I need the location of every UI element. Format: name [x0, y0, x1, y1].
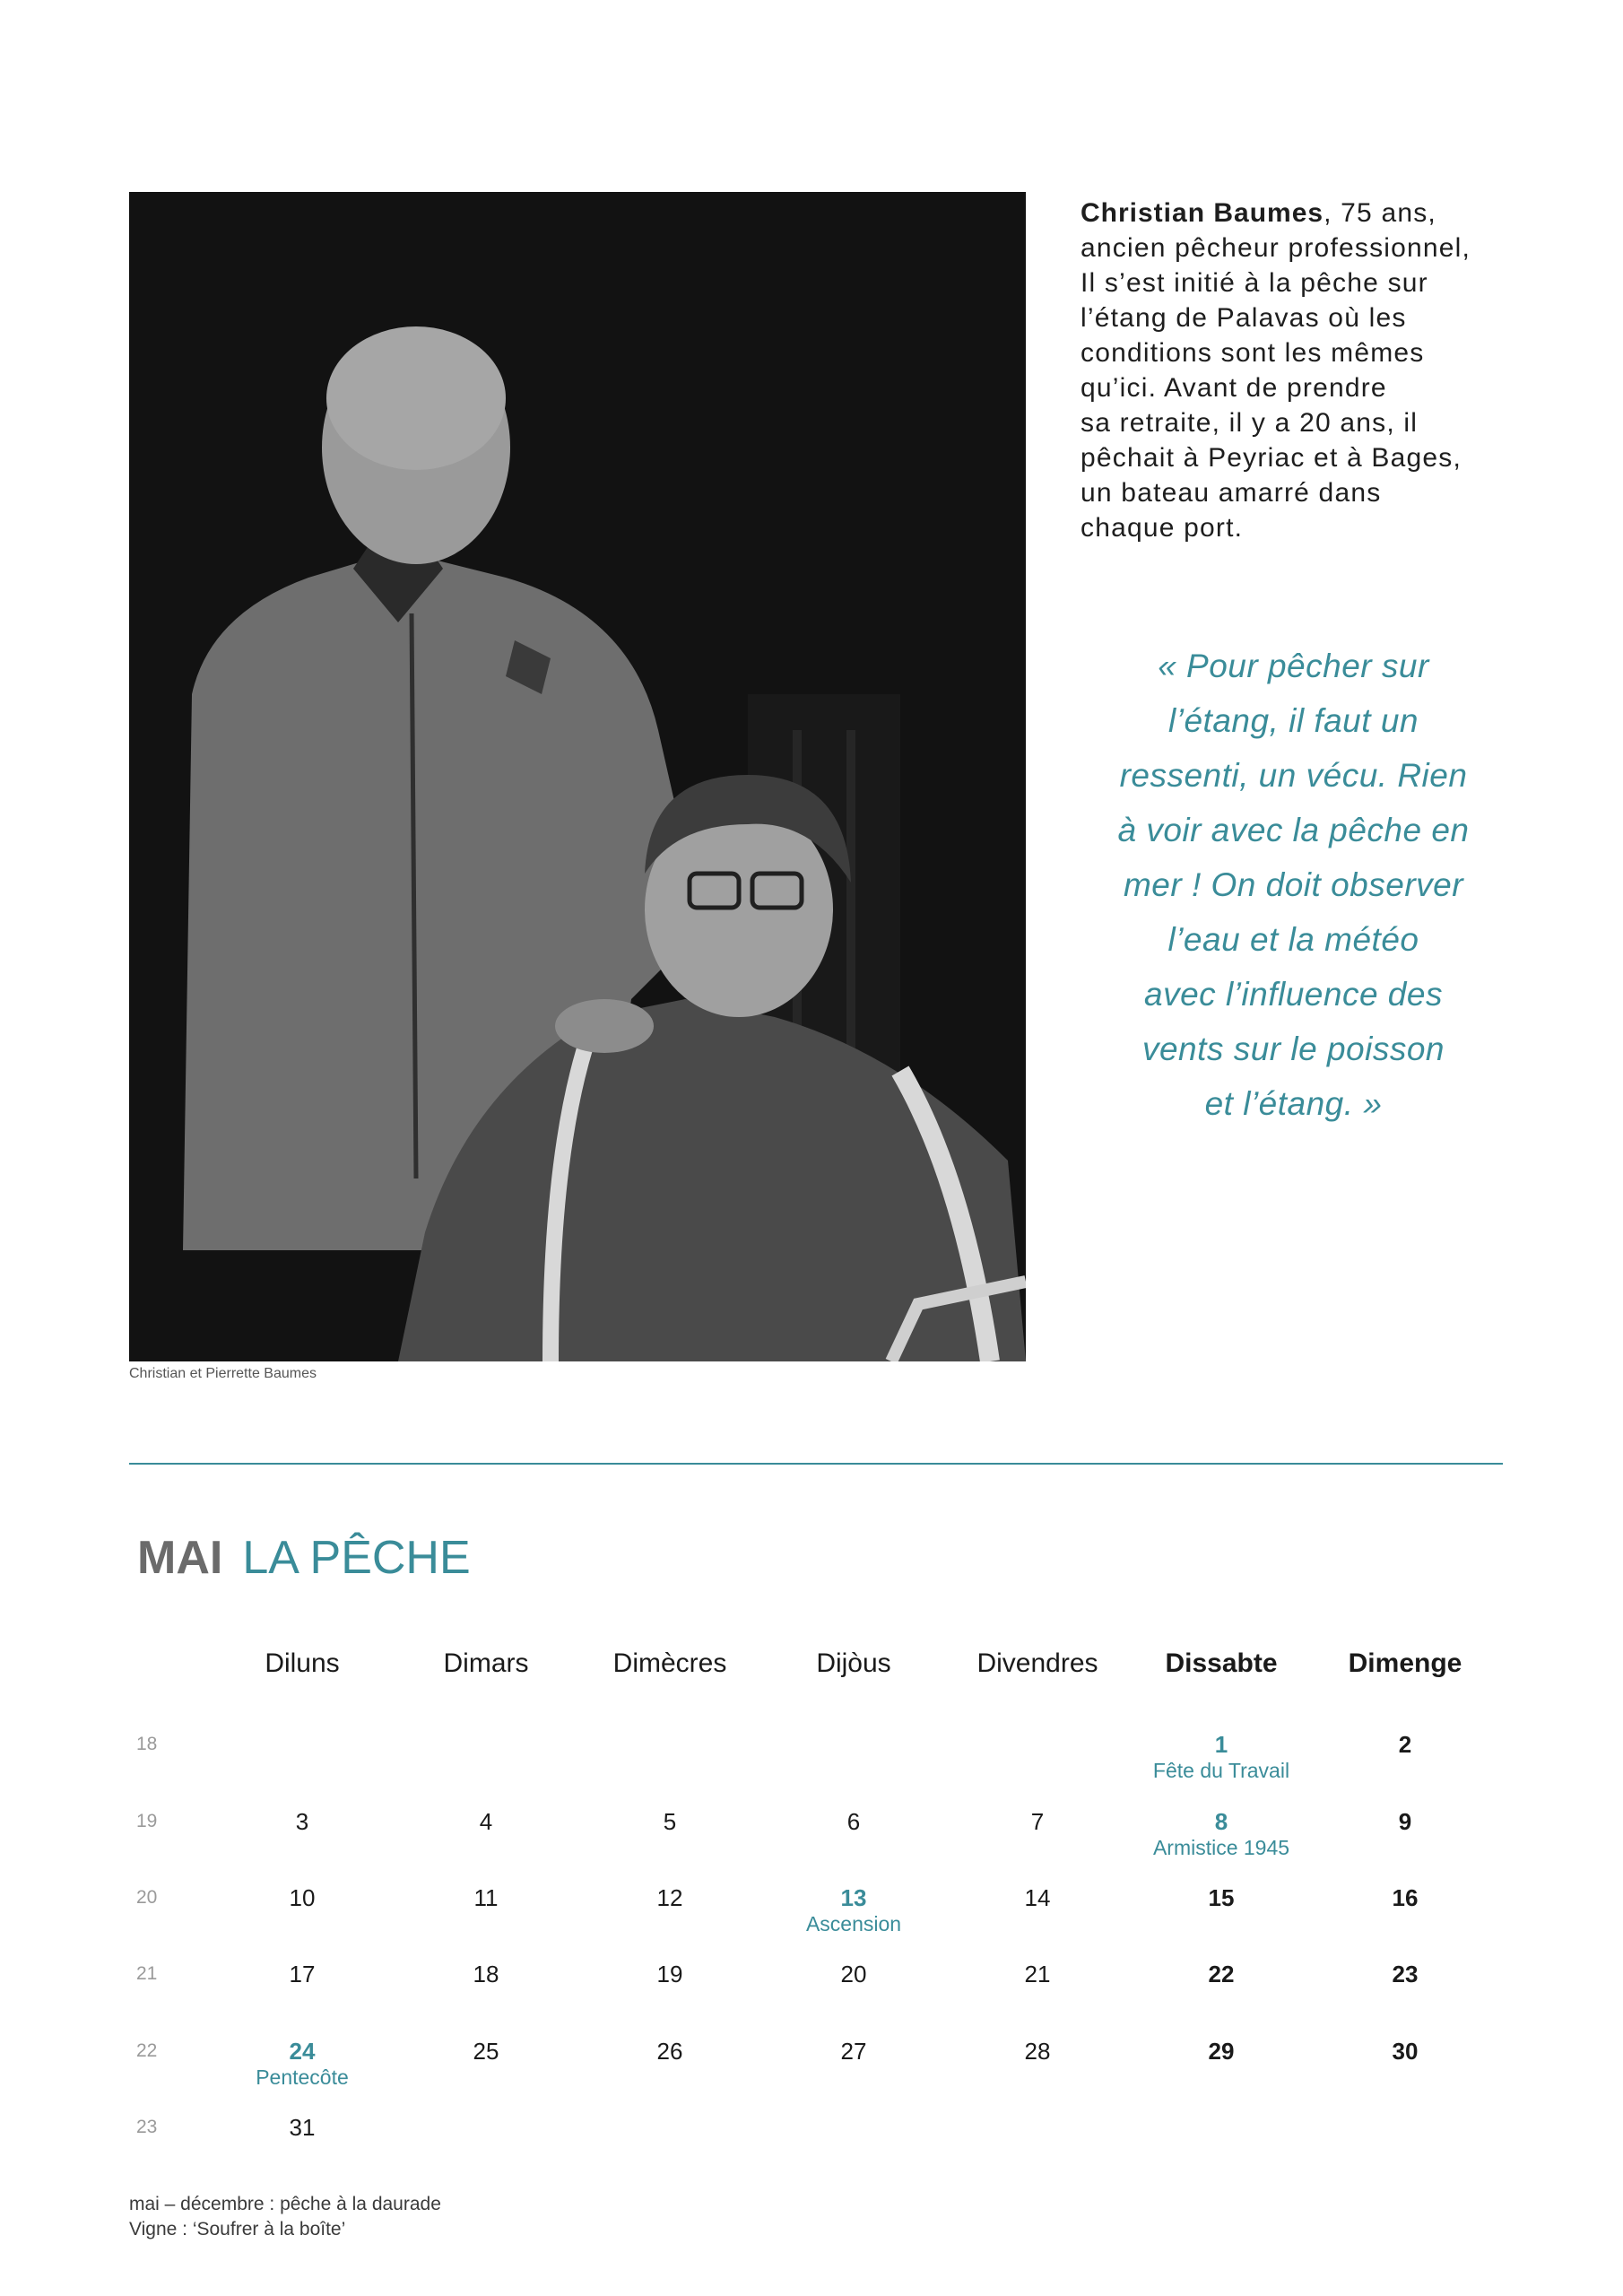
- quote-line: avec l’influence des: [1144, 976, 1443, 1013]
- day-header: Dissabte: [1165, 1648, 1278, 1678]
- calendar-day: [1306, 1731, 1504, 1758]
- day-number: 14: [1024, 1884, 1051, 1911]
- intro-line: l’étang de Palavas où les: [1081, 303, 1407, 333]
- day-number: 21: [1024, 1961, 1051, 1987]
- intro-line: pêchait à Peyriac et à Bages,: [1081, 443, 1462, 473]
- day-number: 6: [846, 1808, 861, 1835]
- footer-note: mai – décembre : pêche à la daurade: [129, 2194, 441, 2214]
- day-number: 19: [656, 1961, 683, 1987]
- calendar-day: [755, 1884, 952, 1936]
- photo-caption: Christian et Pierrette Baumes: [129, 1366, 317, 1381]
- day-number: 30: [1392, 2038, 1419, 2065]
- day-number: 24: [289, 2038, 316, 2065]
- week-number: 23: [136, 2117, 158, 2137]
- calendar-day: [755, 2038, 952, 2065]
- holiday-name: Fête du Travail: [1152, 1759, 1290, 1782]
- quote-line: vents sur le poisson: [1141, 1031, 1445, 1067]
- calendar-title: [137, 1529, 471, 1587]
- intro-line: chaque port.: [1081, 513, 1244, 543]
- calendar-day: [939, 1961, 1136, 1987]
- holiday-name: Armistice 1945: [1152, 1836, 1290, 1859]
- quote-line: l’étang, il faut un: [1168, 702, 1419, 739]
- day-number: 29: [1208, 2038, 1235, 2065]
- calendar-day: [387, 1884, 585, 1911]
- day-number: 16: [1392, 1884, 1419, 1911]
- intro-line: Il s’est initié à la pêche sur: [1081, 268, 1428, 298]
- calendar-day: [755, 1961, 952, 1987]
- intro-line: sa retraite, il y a 20 ans, il: [1081, 408, 1419, 438]
- day-header: Dijòus: [816, 1648, 891, 1678]
- calendar-day: [204, 2114, 401, 2141]
- calendar-day: [1123, 1731, 1320, 1783]
- calendar-day: [1306, 1808, 1504, 1835]
- calendar-day: [387, 1808, 585, 1835]
- day-number: 2: [1398, 1731, 1412, 1758]
- week-number: 19: [136, 1811, 158, 1831]
- calendar-day: [204, 1884, 401, 1911]
- person-name: Christian Baumes: [1081, 198, 1324, 228]
- day-number: 27: [840, 2038, 867, 2065]
- day-header: Dimenge: [1348, 1648, 1462, 1678]
- calendar-day: [1306, 2038, 1504, 2065]
- calendar-day: [755, 1808, 952, 1835]
- day-header: Diluns: [265, 1648, 340, 1678]
- calendar-day: [1123, 1884, 1320, 1911]
- holiday-name: Ascension: [805, 1912, 902, 1935]
- section-divider: [129, 1463, 1503, 1465]
- day-number: 5: [663, 1808, 677, 1835]
- month-name: MAI: [137, 1532, 223, 1584]
- portrait-photo: [129, 192, 1026, 1361]
- day-number: 31: [289, 2114, 316, 2141]
- day-number: 15: [1208, 1884, 1235, 1911]
- calendar-day: [1123, 2038, 1320, 2065]
- day-number: 11: [473, 1884, 499, 1911]
- day-number: 8: [1214, 1808, 1228, 1835]
- calendar-day: [939, 2038, 1136, 2065]
- calendar-day: [939, 1808, 1136, 1835]
- day-number: 13: [840, 1884, 867, 1911]
- day-number: 3: [295, 1808, 309, 1835]
- week-number: 20: [136, 1887, 158, 1908]
- quote-line: mer ! On doit observer: [1123, 866, 1464, 903]
- intro-line: un bateau amarré dans: [1081, 478, 1382, 508]
- day-header: Divendres: [976, 1648, 1098, 1678]
- footer-note: Vigne : ‘Soufrer à la boîte’: [129, 2219, 346, 2239]
- day-number: 23: [1392, 1961, 1419, 1987]
- week-number: 22: [136, 2040, 158, 2061]
- day-number: 28: [1024, 2038, 1051, 2065]
- calendar-day: [571, 1884, 768, 1911]
- day-number: 4: [479, 1808, 493, 1835]
- quote-line: et l’étang. »: [1204, 1085, 1383, 1122]
- day-number: 7: [1030, 1808, 1045, 1835]
- intro-line: ancien pêcheur professionnel,: [1081, 233, 1471, 263]
- month-theme: LA PÊCHE: [242, 1532, 471, 1584]
- day-header: Dimècres: [612, 1648, 727, 1678]
- day-number: 20: [840, 1961, 867, 1987]
- intro-line: qu’ici. Avant de prendre: [1081, 373, 1387, 403]
- portrait-illustration: [129, 192, 1026, 1361]
- calendar-day: [387, 1961, 585, 1987]
- calendar-day: [1123, 1961, 1320, 1987]
- day-number: 17: [289, 1961, 316, 1987]
- day-number: 1: [1214, 1731, 1228, 1758]
- week-number: 18: [136, 1734, 158, 1754]
- calendar-day: [571, 1808, 768, 1835]
- day-number: 12: [656, 1884, 683, 1911]
- day-number: 22: [1208, 1961, 1235, 1987]
- day-number: 25: [473, 2038, 499, 2065]
- calendar-day: [387, 2038, 585, 2065]
- quote-line: ressenti, un vécu. Rien: [1119, 757, 1468, 794]
- calendar-day: [1306, 1884, 1504, 1911]
- calendar-day: [571, 2038, 768, 2065]
- day-header: Dimars: [443, 1648, 529, 1678]
- calendar-day: [204, 2038, 401, 2090]
- intro-paragraph: [1081, 196, 1511, 545]
- intro-line: Christian Baumes, 75 ans,: [1081, 198, 1436, 228]
- calendar-day: [571, 1961, 768, 1987]
- intro-line: conditions sont les mêmes: [1081, 338, 1425, 368]
- calendar-day: [1306, 1961, 1504, 1987]
- day-number: 10: [289, 1884, 316, 1911]
- quote-line: « Pour pêcher sur: [1158, 648, 1429, 684]
- pull-quote: [1081, 639, 1506, 1131]
- quote-line: à voir avec la pêche en: [1117, 812, 1470, 848]
- quote-line: l’eau et la météo: [1167, 921, 1419, 958]
- day-number: 18: [473, 1961, 499, 1987]
- calendar-day: [1123, 1808, 1320, 1860]
- calendar-day: [204, 1808, 401, 1835]
- day-number: 9: [1398, 1808, 1412, 1835]
- day-number: 26: [656, 2038, 683, 2065]
- calendar-day: [939, 1884, 1136, 1911]
- calendar-day: [204, 1961, 401, 1987]
- week-number: 21: [136, 1963, 158, 1984]
- holiday-name: Pentecôte: [256, 2066, 349, 2089]
